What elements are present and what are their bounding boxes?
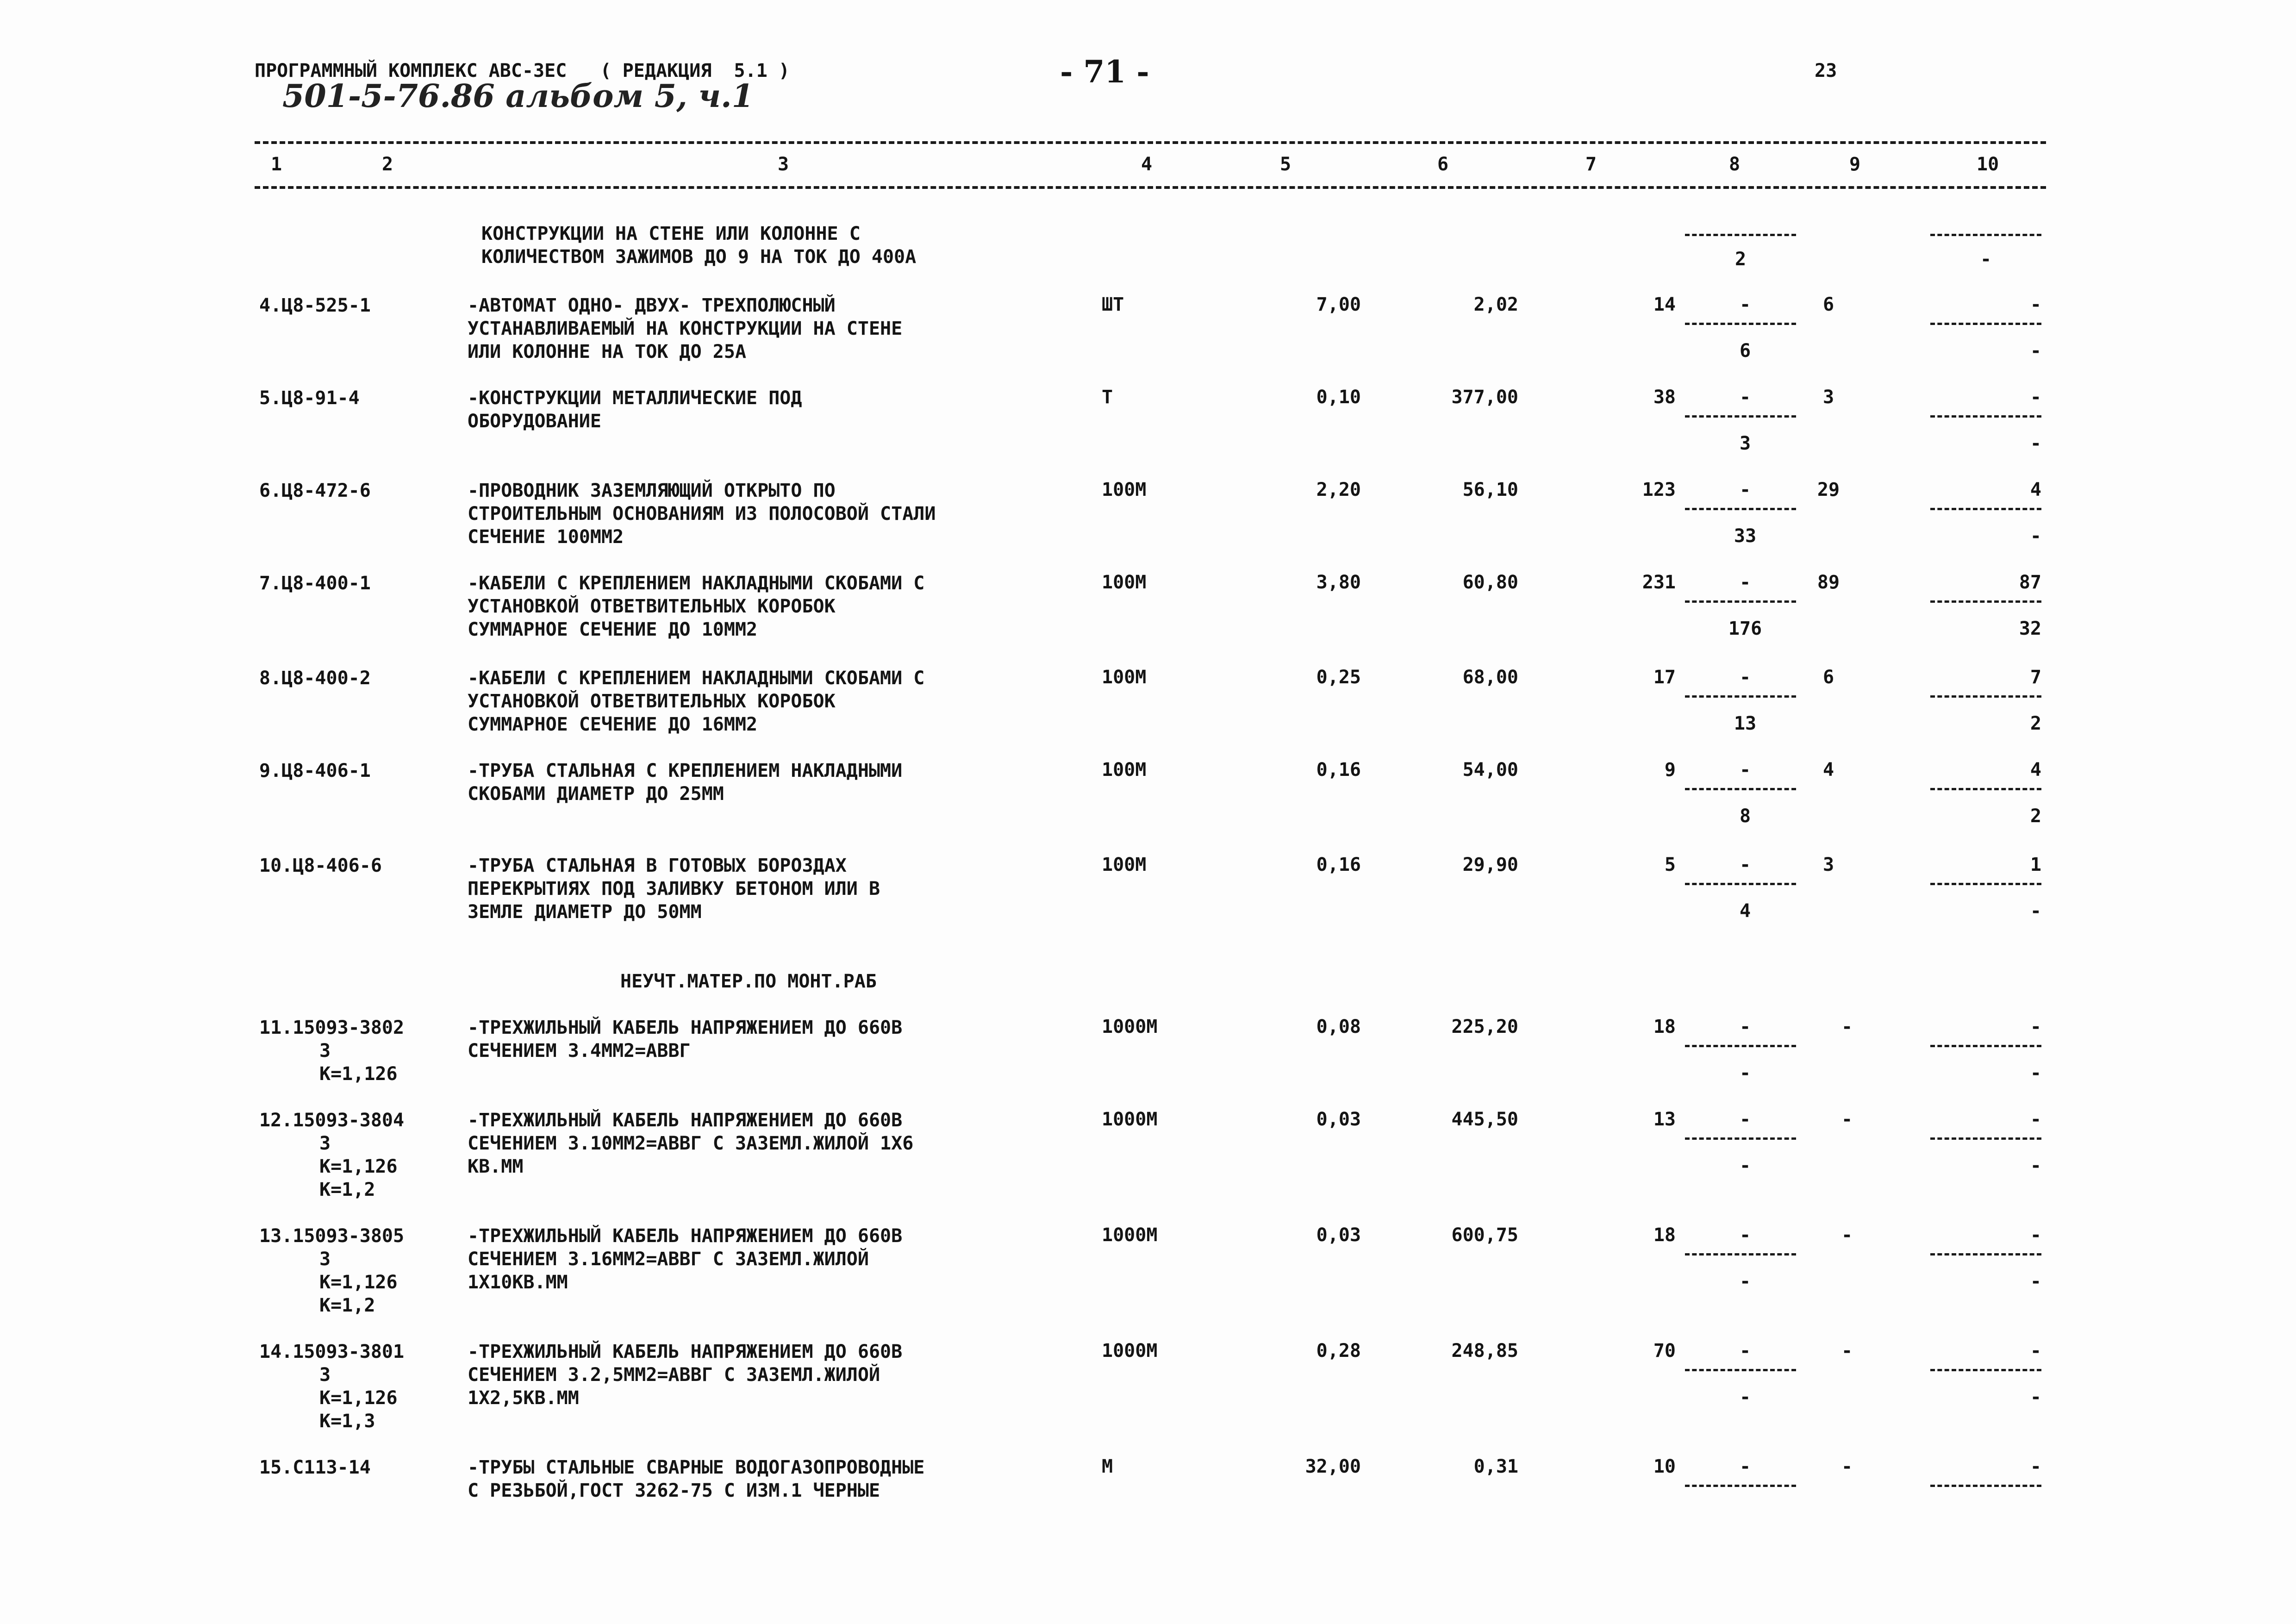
row-unit: 100М [1102,759,1147,781]
row-c9: 6 [1822,667,1834,688]
row-quantity: 32,00 [1305,1456,1361,1477]
row-frac-line-10 [1930,1045,2041,1047]
row-c8-bottom: 176 [1728,618,1762,639]
row-c10-top: 7 [2030,667,2041,688]
row-c8-top: - [1739,1109,1751,1130]
row-total: 13 [1653,1109,1676,1130]
row-description: -ТРЕХЖИЛЬНЫЙ КАБЕЛЬ НАПРЯЖЕНИЕМ ДО 660В СЕЧЕНИЕМ 3.10ММ2=АВВГ С ЗАЗЕМЛ.ЖИЛОЙ 1Х6 КВ.ММ [468,1110,914,1177]
row-c9: 3 [1822,387,1834,408]
row-total: 70 [1653,1340,1676,1362]
row-number-code: 4.Ц8-525-1 [259,295,371,316]
row-coefficients: 3 К=1,126 К=1,2 [319,1249,398,1316]
table-header-rule [255,186,2046,189]
row-description: -ТРЕХЖИЛЬНЫЙ КАБЕЛЬ НАПРЯЖЕНИЕМ ДО 660В СЕЧЕНИЕМ 3.2,5ММ2=АВВГ С ЗАЗЕМЛ.ЖИЛОЙ 1Х2,5КВ.ММ [468,1341,903,1409]
row-number-code: 13.15093-3805 [259,1225,405,1247]
row-c9: 4 [1822,759,1834,781]
row-unit-price: 60,80 [1462,572,1518,593]
row-frac-line-8 [1685,1137,1796,1140]
row-description: -ПРОВОДНИК ЗАЗЕМЛЯЮЩИЙ ОТКРЫТО ПО СТРОИТЕЛЬНЫМ ОСНОВАНИЯМ ИЗ ПОЛОСОВОЙ СТАЛИ СЕЧЕНИЕ 100ММ2 [468,480,936,548]
row-c8-bottom: - [1739,1271,1751,1292]
row-c8-bottom: - [1739,1062,1751,1084]
row-frac-line-8 [1685,1253,1796,1255]
row-unit: ШТ [1102,294,1124,315]
row-frac-line-10 [1930,1137,2041,1140]
row-c8-top: - [1739,759,1751,781]
row-unit-price: 68,00 [1462,667,1518,688]
row-unit: Т [1102,387,1113,408]
row-c9: 29 [1817,479,1840,500]
row-frac-line-8 [1685,695,1796,698]
row-c10-top: 4 [2030,479,2041,500]
row-frac-line-8 [1685,1485,1796,1487]
row-c8-bottom: 6 [1739,340,1751,362]
row-number-code: 11.15093-3802 [259,1017,405,1038]
page-number: 23 [1815,60,1837,81]
row-unit: 1000М [1102,1340,1158,1362]
row-c9: - [1841,1456,1853,1477]
row-quantity: 0,10 [1316,387,1361,408]
row-unit: 1000М [1102,1016,1158,1037]
row-c9: 3 [1822,854,1834,875]
row-unit: 100М [1102,854,1147,875]
row-number-code: 7.Ц8-400-1 [259,573,371,594]
intro-frac-line-10 [1930,234,2041,236]
row-frac-line-10 [1930,695,2041,698]
row-unit: 100М [1102,572,1147,593]
row-description: -ТРУБА СТАЛЬНАЯ С КРЕПЛЕНИЕМ НАКЛАДНЫМИ СКОБАМИ ДИАМЕТР ДО 25ММ [468,760,903,805]
row-c8-top: - [1739,1224,1751,1246]
row-number-code: 5.Ц8-91-4 [259,387,360,409]
section-title: НЕУЧТ.МАТЕР.ПО МОНТ.РАБ [620,971,877,992]
intro-text: КОНСТРУКЦИИ НА СТЕНЕ ИЛИ КОЛОННЕ С КОЛИЧЕСТВОМ ЗАЖИМОВ ДО 9 НА ТОК ДО 400А [481,223,917,268]
row-quantity: 0,08 [1316,1016,1361,1037]
row-unit: 100М [1102,479,1147,500]
row-frac-line-8 [1685,883,1796,885]
row-unit-price: 54,00 [1462,759,1518,781]
row-description: -КАБЕЛИ С КРЕПЛЕНИЕМ НАКЛАДНЫМИ СКОБАМИ С УСТАНОВКОЙ ОТВЕТВИТЕЛЬНЫХ КОРОБОК СУММАРНОЕ СЕЧЕНИЕ ДО 16ММ2 [468,668,925,735]
row-total: 5 [1664,854,1676,875]
row-total: 17 [1653,667,1676,688]
row-c10-top: - [2030,294,2041,315]
row-unit-price: 225,20 [1451,1016,1518,1037]
row-c8-top: - [1739,572,1751,593]
row-c10-bottom: 2 [2030,713,2041,734]
row-c8-top: - [1739,854,1751,875]
row-c9: - [1841,1224,1853,1246]
row-frac-line-10 [1930,600,2041,603]
row-c8-top: - [1739,1340,1751,1362]
row-number-code: 8.Ц8-400-2 [259,668,371,689]
row-c8-bottom: 33 [1734,525,1757,547]
row-description: -ТРЕХЖИЛЬНЫЙ КАБЕЛЬ НАПРЯЖЕНИЕМ ДО 660В СЕЧЕНИЕМ 3.4ММ2=АВВГ [468,1017,903,1062]
row-number-code: 10.Ц8-406-6 [259,855,382,876]
handwritten-reference: 501-5-76.86 альбом 5, ч.1 [282,78,754,115]
row-coefficients: 3 К=1,126 К=1,3 [319,1364,398,1432]
row-c10-top: - [2030,1456,2041,1477]
row-description: -ТРЕХЖИЛЬНЫЙ КАБЕЛЬ НАПРЯЖЕНИЕМ ДО 660В СЕЧЕНИЕМ 3.16ММ2=АВВГ С ЗАЗЕМЛ.ЖИЛОЙ 1Х10КВ.ММ [468,1225,903,1293]
row-c10-top: - [2030,1224,2041,1246]
row-frac-line-10 [1930,508,2041,510]
row-c9: 89 [1817,572,1840,593]
row-c10-top: - [2030,1016,2041,1037]
row-total: 9 [1664,759,1676,781]
row-frac-line-8 [1685,600,1796,603]
row-unit-price: 600,75 [1451,1224,1518,1246]
col-header-7: 7 [1585,154,1597,175]
row-c10-bottom: - [2030,525,2041,547]
row-c8-top: - [1739,387,1751,408]
row-number-code: 12.15093-3804 [259,1110,405,1131]
row-c8-top: - [1739,479,1751,500]
row-total: 18 [1653,1224,1676,1246]
col-header-1: 1 [271,154,282,175]
row-quantity: 0,28 [1316,1340,1361,1362]
row-total: 123 [1642,479,1676,500]
row-c10-bottom: 32 [2019,618,2041,639]
row-c10-top: - [2030,1109,2041,1130]
row-description: -АВТОМАТ ОДНО- ДВУХ- ТРЕХПОЛЮСНЫЙ УСТАНАВЛИВАЕМЫЙ НА КОНСТРУКЦИИ НА СТЕНЕ ИЛИ КОЛОННЕ НА ТОК ДО 25А [468,295,903,362]
row-frac-line-8 [1685,415,1796,418]
row-description: -КАБЕЛИ С КРЕПЛЕНИЕМ НАКЛАДНЫМИ СКОБАМИ С УСТАНОВКОЙ ОТВЕТВИТЕЛЬНЫХ КОРОБОК СУММАРНОЕ СЕЧЕНИЕ ДО 10ММ2 [468,573,925,640]
row-total: 10 [1653,1456,1676,1477]
row-c8-bottom: 8 [1739,806,1751,827]
row-frac-line-8 [1685,508,1796,510]
row-c10-top: 87 [2019,572,2041,593]
row-description: -ТРУБА СТАЛЬНАЯ В ГОТОВЫХ БОРОЗДАХ ПЕРЕКРЫТИЯХ ПОД ЗАЛИВКУ БЕТОНОМ ИЛИ В ЗЕМЛЕ ДИАМЕТР ДО 50ММ [468,855,880,923]
row-c10-top: - [2030,1340,2041,1362]
row-quantity: 7,00 [1316,294,1361,315]
row-frac-line-8 [1685,1369,1796,1371]
row-unit: М [1102,1456,1113,1477]
row-frac-line-10 [1930,323,2041,325]
row-c8-bottom: - [1739,1155,1751,1176]
row-frac-line-10 [1930,1369,2041,1371]
row-c10-top: 1 [2030,854,2041,875]
col-header-4: 4 [1141,154,1153,175]
row-total: 18 [1653,1016,1676,1037]
intro-c8-bottom: 2 [1734,249,1747,270]
row-coefficients: 3 К=1,126 К=1,2 [319,1133,398,1200]
row-quantity: 0,03 [1316,1109,1361,1130]
row-unit-price: 56,10 [1462,479,1518,500]
row-frac-line-10 [1930,1485,2041,1487]
row-c10-bottom: - [2030,900,2041,922]
row-unit: 1000М [1102,1224,1158,1246]
row-unit-price: 377,00 [1451,387,1518,408]
row-quantity: 0,25 [1316,667,1361,688]
page-marker: - 71 - [1060,54,1149,90]
row-c10-top: - [2030,387,2041,408]
intro-c10-bottom: - [1980,249,1992,270]
row-quantity: 0,16 [1316,759,1361,781]
col-header-3: 3 [778,154,789,175]
col-header-6: 6 [1437,154,1449,175]
row-unit: 1000М [1102,1109,1158,1130]
row-number-code: 6.Ц8-472-6 [259,480,371,501]
row-c8-bottom: 4 [1739,900,1751,922]
row-frac-line-8 [1685,788,1796,790]
row-c8-top: - [1739,294,1751,315]
row-c10-bottom: - [2030,1271,2041,1292]
row-unit-price: 445,50 [1451,1109,1518,1130]
row-c10-bottom: - [2030,1387,2041,1408]
col-header-9: 9 [1849,154,1861,175]
table-top-rule [255,141,2046,144]
row-frac-line-8 [1685,323,1796,325]
row-c10-bottom: - [2030,1155,2041,1176]
row-quantity: 0,16 [1316,854,1361,875]
row-quantity: 3,80 [1316,572,1361,593]
row-unit-price: 29,90 [1462,854,1518,875]
row-c9: - [1841,1340,1853,1362]
col-header-2: 2 [382,154,393,175]
row-c9: 6 [1822,294,1834,315]
row-frac-line-10 [1930,415,2041,418]
row-c10-bottom: 2 [2030,806,2041,827]
row-c8-bottom: - [1739,1387,1751,1408]
row-c8-bottom: 3 [1739,433,1751,454]
row-c9: - [1841,1016,1853,1037]
row-frac-line-10 [1930,788,2041,790]
row-unit-price: 248,85 [1451,1340,1518,1362]
row-frac-line-10 [1930,883,2041,885]
row-number-code: 15.С113-14 [259,1457,371,1478]
row-quantity: 0,03 [1316,1224,1361,1246]
row-c10-bottom: - [2030,1062,2041,1084]
row-total: 14 [1653,294,1676,315]
row-c8-top: - [1739,1456,1751,1477]
row-description: -ТРУБЫ СТАЛЬНЫЕ СВАРНЫЕ ВОДОГАЗОПРОВОДНЫЕ С РЕЗЬБОЙ,ГОСТ 3262-75 С ИЗМ.1 ЧЕРНЫЕ [468,1457,925,1501]
row-c8-top: - [1739,667,1751,688]
row-total: 38 [1653,387,1676,408]
row-frac-line-10 [1930,1253,2041,1255]
row-frac-line-8 [1685,1045,1796,1047]
row-description: -КОНСТРУКЦИИ МЕТАЛЛИЧЕСКИЕ ПОД ОБОРУДОВАНИЕ [468,387,802,432]
row-c8-bottom: 13 [1734,713,1757,734]
row-coefficients: 3 К=1,126 [319,1040,398,1085]
row-number-code: 14.15093-3801 [259,1341,405,1362]
row-c10-bottom: - [2030,340,2041,362]
row-c8-top: - [1739,1016,1751,1037]
row-c10-top: 4 [2030,759,2041,781]
row-number-code: 9.Ц8-406-1 [259,760,371,781]
row-unit-price: 2,02 [1473,294,1518,315]
row-c10-bottom: - [2030,433,2041,454]
col-header-10: 10 [1977,154,1999,175]
row-unit: 100М [1102,667,1147,688]
row-unit-price: 0,31 [1473,1456,1518,1477]
col-header-5: 5 [1280,154,1292,175]
program-title: ПРОГРАММНЫЙ КОМПЛЕКС АВС-ЗЕС ( РЕДАКЦИЯ 5.1 ) [255,60,790,81]
row-c9: - [1841,1109,1853,1130]
col-header-8: 8 [1729,154,1741,175]
row-quantity: 2,20 [1316,479,1361,500]
intro-frac-line-8 [1685,234,1796,236]
row-total: 231 [1642,572,1676,593]
